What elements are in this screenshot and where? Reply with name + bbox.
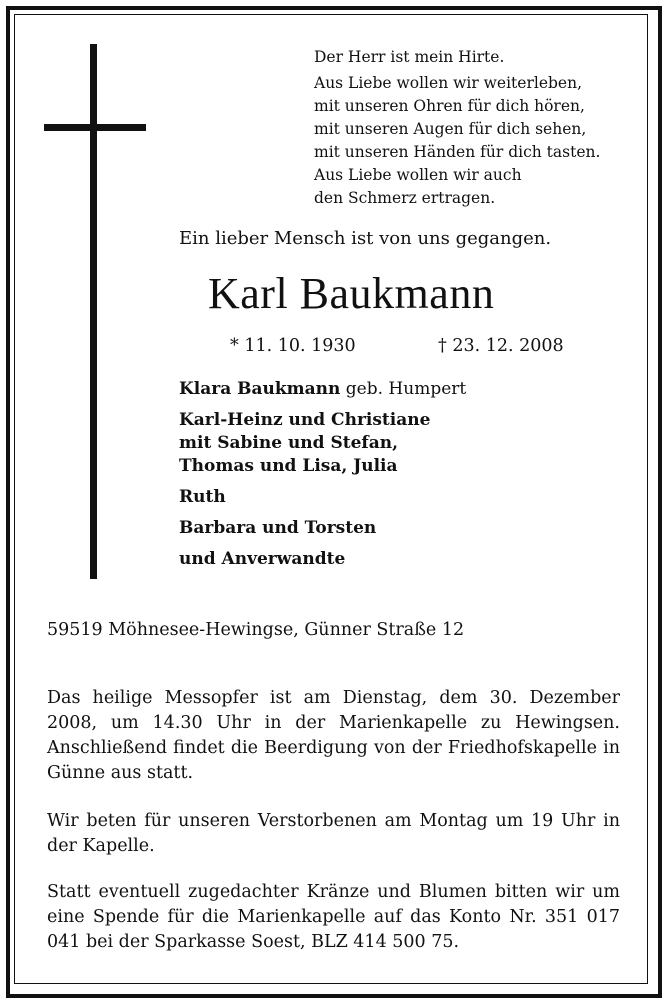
family-line: mit Sabine und Stefan,: [179, 433, 399, 453]
spouse-maiden-name: geb. Humpert: [340, 379, 467, 399]
poem: [314, 46, 634, 210]
deceased-name: Karl Baukmann: [208, 269, 495, 318]
poem-line: mit unseren Händen für dich tasten.: [314, 143, 601, 161]
address: 59519 Möhnesee-Hewingse, Günner Straße 12: [47, 620, 465, 640]
family-line: Karl-Heinz und Christiane: [179, 410, 431, 430]
poem-line: Aus Liebe wollen wir auch: [314, 166, 522, 184]
poem-line: mit unseren Augen für dich sehen,: [314, 120, 587, 138]
poem-line: den Schmerz ertragen.: [314, 189, 496, 207]
cross-horizontal-bar: [44, 124, 146, 131]
death-date: † 23. 12. 2008: [438, 336, 564, 356]
family-list: [179, 378, 599, 571]
family-line: und Anverwandte: [179, 549, 346, 569]
family-line: Ruth: [179, 487, 226, 507]
family-line: Barbara und Torsten: [179, 518, 377, 538]
poem-line: Aus Liebe wollen wir weiterleben,: [314, 74, 583, 92]
spouse-name: Klara Baukmann: [179, 379, 341, 399]
poem-first-line: Der Herr ist mein Hirte.: [314, 48, 505, 66]
spouse-line: [179, 378, 599, 401]
prayer-paragraph: Wir beten für unseren Verstorbenen am Montag um 19 Uhr in der Kapelle.: [47, 811, 620, 856]
mass-paragraph: Das heilige Messopfer ist am Dienstag, dem 30. Dezember 2008, um 14.30 Uhr in der Marienkapelle zu Hewingsen. Anschließend findet die Beerdigung von der Friedhofskapelle in Günne aus statt.: [47, 688, 620, 783]
poem-line: mit unseren Ohren für dich hören,: [314, 97, 585, 115]
donation-paragraph: Statt eventuell zugedachter Kränze und Blumen bitten wir um eine Spende für die Marienkapelle auf das Konto Nr. 351 017 041 bei der Sparkasse Soest, BLZ 414 500 75.: [47, 882, 620, 952]
family-line: Thomas und Lisa, Julia: [179, 456, 398, 476]
birth-date: * 11. 10. 1930: [230, 336, 356, 356]
intro-text: Ein lieber Mensch ist von uns gegangen.: [179, 228, 552, 249]
